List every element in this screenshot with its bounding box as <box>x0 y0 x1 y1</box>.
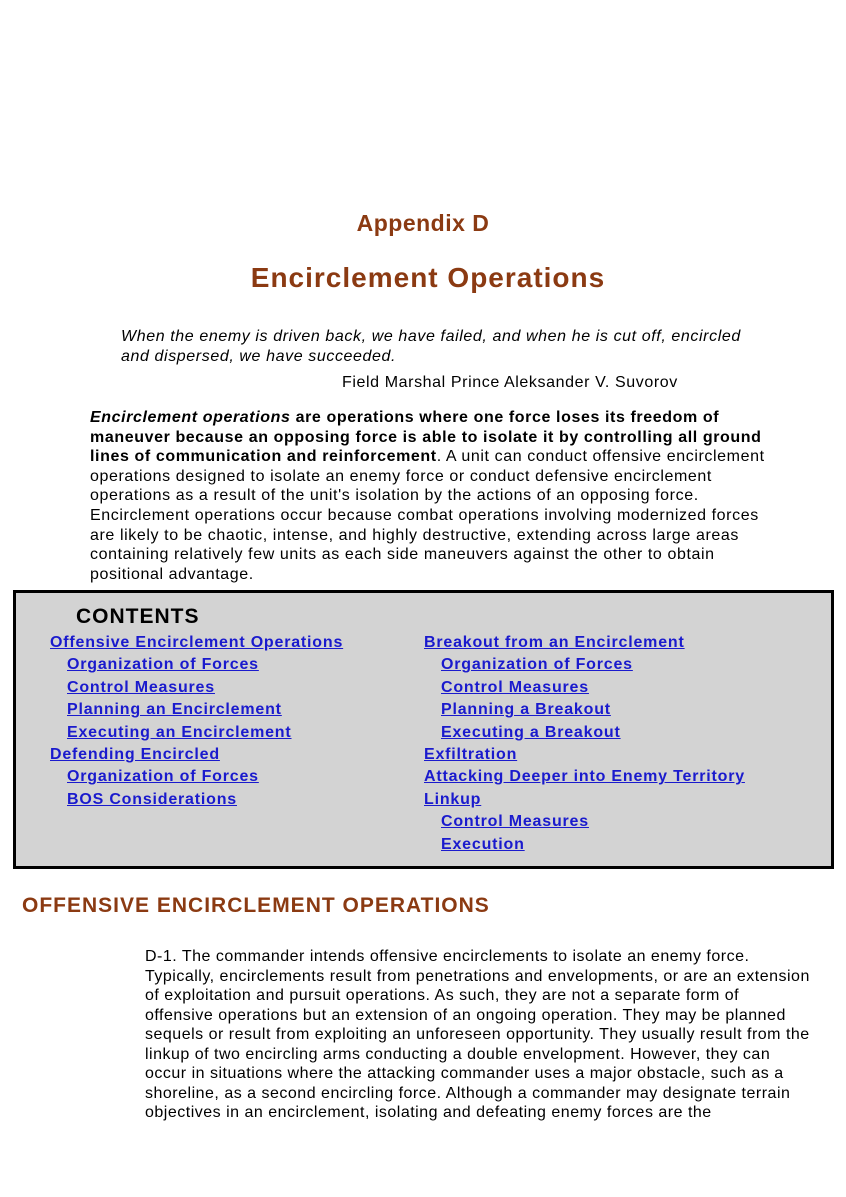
contents-item <box>50 699 343 721</box>
contents-item <box>424 834 745 856</box>
contents-link-organization-of-forces[interactable]: Organization of Forces <box>67 656 259 674</box>
intro-paragraph <box>90 408 780 584</box>
contents-right-column <box>424 632 745 856</box>
contents-item <box>50 677 343 699</box>
contents-item <box>424 632 745 654</box>
contents-link-executing-an-encirclement[interactable]: Executing an Encirclement <box>67 723 292 741</box>
contents-item <box>424 744 745 766</box>
contents-link-control-measures[interactable]: Control Measures <box>441 813 589 831</box>
contents-link-planning-an-encirclement[interactable]: Planning an Encirclement <box>67 701 282 719</box>
contents-link-bos-considerations[interactable]: BOS Considerations <box>67 790 237 808</box>
contents-link-breakout-from-an-encirclement[interactable]: Breakout from an Encirclement <box>424 634 685 651</box>
contents-link-planning-a-breakout[interactable]: Planning a Breakout <box>441 701 611 719</box>
contents-item <box>424 766 745 788</box>
contents-link-execution[interactable]: Execution <box>441 835 525 853</box>
contents-link-control-measures[interactable]: Control Measures <box>441 678 589 696</box>
contents-link-defending-encircled[interactable]: Defending Encircled <box>50 745 220 763</box>
section-heading: OFFENSIVE ENCIRCLEMENT OPERATIONS <box>22 894 490 917</box>
contents-item <box>50 632 343 654</box>
appendix-label: Appendix D <box>356 210 490 236</box>
contents-link-exfiltration[interactable]: Exfiltration <box>424 745 518 763</box>
epigraph-quote: When the enemy is driven back, we have failed, and when he is cut off, encircled and dispersed, we have succeeded. <box>121 328 741 365</box>
contents-item <box>424 699 745 721</box>
contents-item <box>50 789 343 811</box>
contents-left-column <box>50 632 343 811</box>
contents-item <box>424 789 745 811</box>
contents-item <box>50 744 343 766</box>
contents-link-executing-a-breakout[interactable]: Executing a Breakout <box>441 723 621 741</box>
contents-link-linkup[interactable]: Linkup <box>424 790 482 808</box>
contents-item <box>50 654 343 676</box>
contents-item <box>424 677 745 699</box>
contents-link-organization-of-forces[interactable]: Organization of Forces <box>441 656 633 674</box>
contents-link-organization-of-forces[interactable]: Organization of Forces <box>67 768 259 786</box>
contents-item <box>50 722 343 744</box>
contents-title: CONTENTS <box>76 605 200 628</box>
contents-link-offensive-encirclement-operations[interactable]: Offensive Encirclement Operations <box>50 634 344 651</box>
epigraph-author: Field Marshal Prince Aleksander V. Suvorov <box>342 374 678 391</box>
intro-term: Encirclement operations <box>90 409 291 426</box>
contents-link-attacking-deeper-into-enemy-territory[interactable]: Attacking Deeper into Enemy Territory <box>424 768 745 786</box>
contents-item <box>424 811 745 833</box>
contents-item <box>424 654 745 676</box>
contents-item <box>50 766 343 788</box>
page-title: Encirclement Operations <box>250 262 606 293</box>
body-paragraph: D-1. The commander intends offensive encirclements to isolate an enemy force. Typically, encirclements result from penetrations and envelopments, or are an extension of exploitation and pursuit operations. As such, they are not a separate form of offensive operations but an extension of an ongoing operation. They may be planned sequels or result from exploiting an unforeseen opportunity. They usually result from the linkup of two encircling arms conducting a double envelopment. However, they can occur in situations where the attacking commander uses a major obstacle, such as a shoreline, as a second encircling force. Although a commander may designate terrain objectives in an encirclement, isolating and defeating enemy forces are the <box>145 948 810 1121</box>
intro-definition: are operations where one force loses its freedom of maneuver because an opposing force is able to isolate it by controlling all ground lines of communication and reinforcement <box>90 409 762 466</box>
contents-box <box>13 590 834 869</box>
intro-rest: . A unit can conduct offensive encirclement operations designed to isolate an enemy force or conduct defensive encirclement operations as a result of the unit's isolation by the actions of an opposing force. Encirclement operations occur because combat operations involving modernized forces are likely to be chaotic, intense, and highly destructive, extending across large areas containing relatively few units as each side maneuvers against the other to obtain positional advantage. <box>90 448 765 583</box>
contents-item <box>424 722 745 744</box>
contents-link-control-measures[interactable]: Control Measures <box>67 678 215 696</box>
